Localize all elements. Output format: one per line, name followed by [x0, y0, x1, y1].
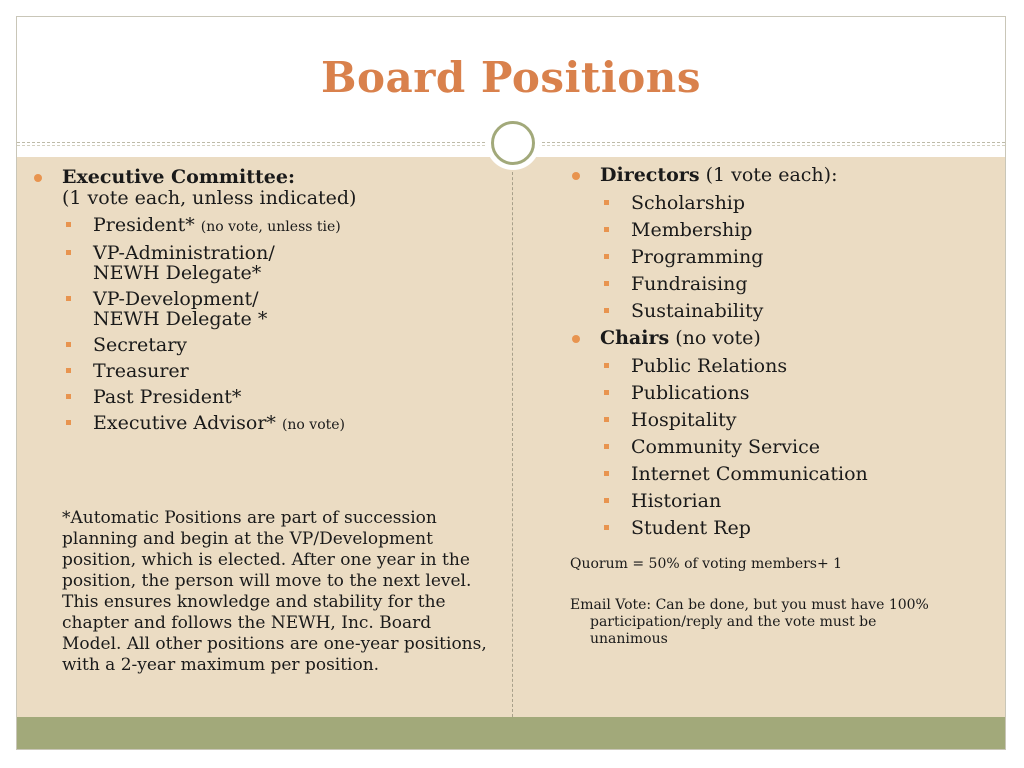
- list-item-fundraising: Fundraising: [600, 274, 998, 294]
- item-note: (no vote, unless tie): [200, 219, 341, 235]
- item-note: (no vote): [281, 417, 346, 433]
- item-label: VP-Development/: [93, 288, 259, 310]
- list-item-public-relations: Public Relations: [600, 356, 998, 376]
- list-item-scholarship: Scholarship: [600, 193, 998, 213]
- list-item-past-president: [62, 387, 490, 407]
- list-item-executive-advisor: [62, 413, 490, 435]
- list-item-internet-communication: Internet Communication: [600, 464, 998, 484]
- quorum-note: Quorum = 50% of voting members+ 1: [570, 556, 843, 572]
- item-label-line2: NEWH Delegate *: [93, 308, 268, 330]
- list-item-programming: Programming: [600, 247, 998, 267]
- slide-title: Board Positions: [321, 53, 701, 102]
- item-label: Secretary: [93, 334, 188, 356]
- left-column: [30, 167, 490, 435]
- footer-bar: [17, 717, 1005, 750]
- directors-heading: Directors: [600, 164, 700, 186]
- executive-list: [30, 167, 490, 435]
- executive-heading: Executive Committee:: [62, 166, 295, 188]
- email-vote-line3: unanimous: [590, 631, 668, 647]
- list-item-vp-development: [62, 289, 490, 329]
- list-item-president: [62, 215, 490, 237]
- list-item-treasurer: [62, 361, 490, 381]
- email-vote-line2: participation/reply and the vote must be: [590, 614, 877, 630]
- list-item-secretary: [62, 335, 490, 355]
- list-item-historian: Historian: [600, 491, 998, 511]
- circle-ornament-icon: [486, 116, 540, 170]
- item-label: Executive Advisor*: [93, 412, 276, 434]
- item-label: President*: [93, 214, 195, 236]
- directors-suffix: (1 vote each):: [699, 164, 838, 186]
- directors-sublist: [600, 193, 998, 321]
- chairs-heading: Chairs: [600, 327, 670, 349]
- list-item-sustainability: Sustainability: [600, 301, 998, 321]
- list-item-publications: Publications: [600, 383, 998, 403]
- directors-chairs-list: [568, 165, 998, 538]
- succession-footnote: *Automatic Positions are part of succession planning and begin at the VP/Development position, which is elected. After one year in the position, the person will move to the next level. This ensures knowledge and stability for the chapter and follows the NEWH, Inc. Board Model. All other positions are one-year positions, with a 2-year maximum per position.: [62, 508, 487, 675]
- item-label: Past President*: [93, 386, 242, 408]
- list-item-vp-administration: [62, 243, 490, 283]
- item-label: VP-Administration/: [93, 242, 275, 264]
- item-label: Treasurer: [93, 360, 189, 382]
- email-vote-note: [570, 597, 980, 648]
- list-item-student-rep: Student Rep: [600, 518, 998, 538]
- directors-item: [568, 165, 998, 321]
- email-vote-line1: Email Vote: Can be done, but you must have 100%: [570, 597, 929, 613]
- chairs-suffix: (no vote): [669, 327, 761, 349]
- column-divider: [512, 157, 513, 717]
- list-item-community-service: Community Service: [600, 437, 998, 457]
- chairs-sublist: [600, 356, 998, 538]
- executive-sublist: [62, 215, 490, 435]
- item-label-line2: NEWH Delegate*: [93, 262, 262, 284]
- right-column: [568, 165, 998, 538]
- chairs-item: [568, 328, 998, 538]
- list-item-membership: Membership: [600, 220, 998, 240]
- executive-committee-item: [30, 167, 490, 435]
- list-item-hospitality: Hospitality: [600, 410, 998, 430]
- executive-subheading: (1 vote each, unless indicated): [62, 187, 357, 209]
